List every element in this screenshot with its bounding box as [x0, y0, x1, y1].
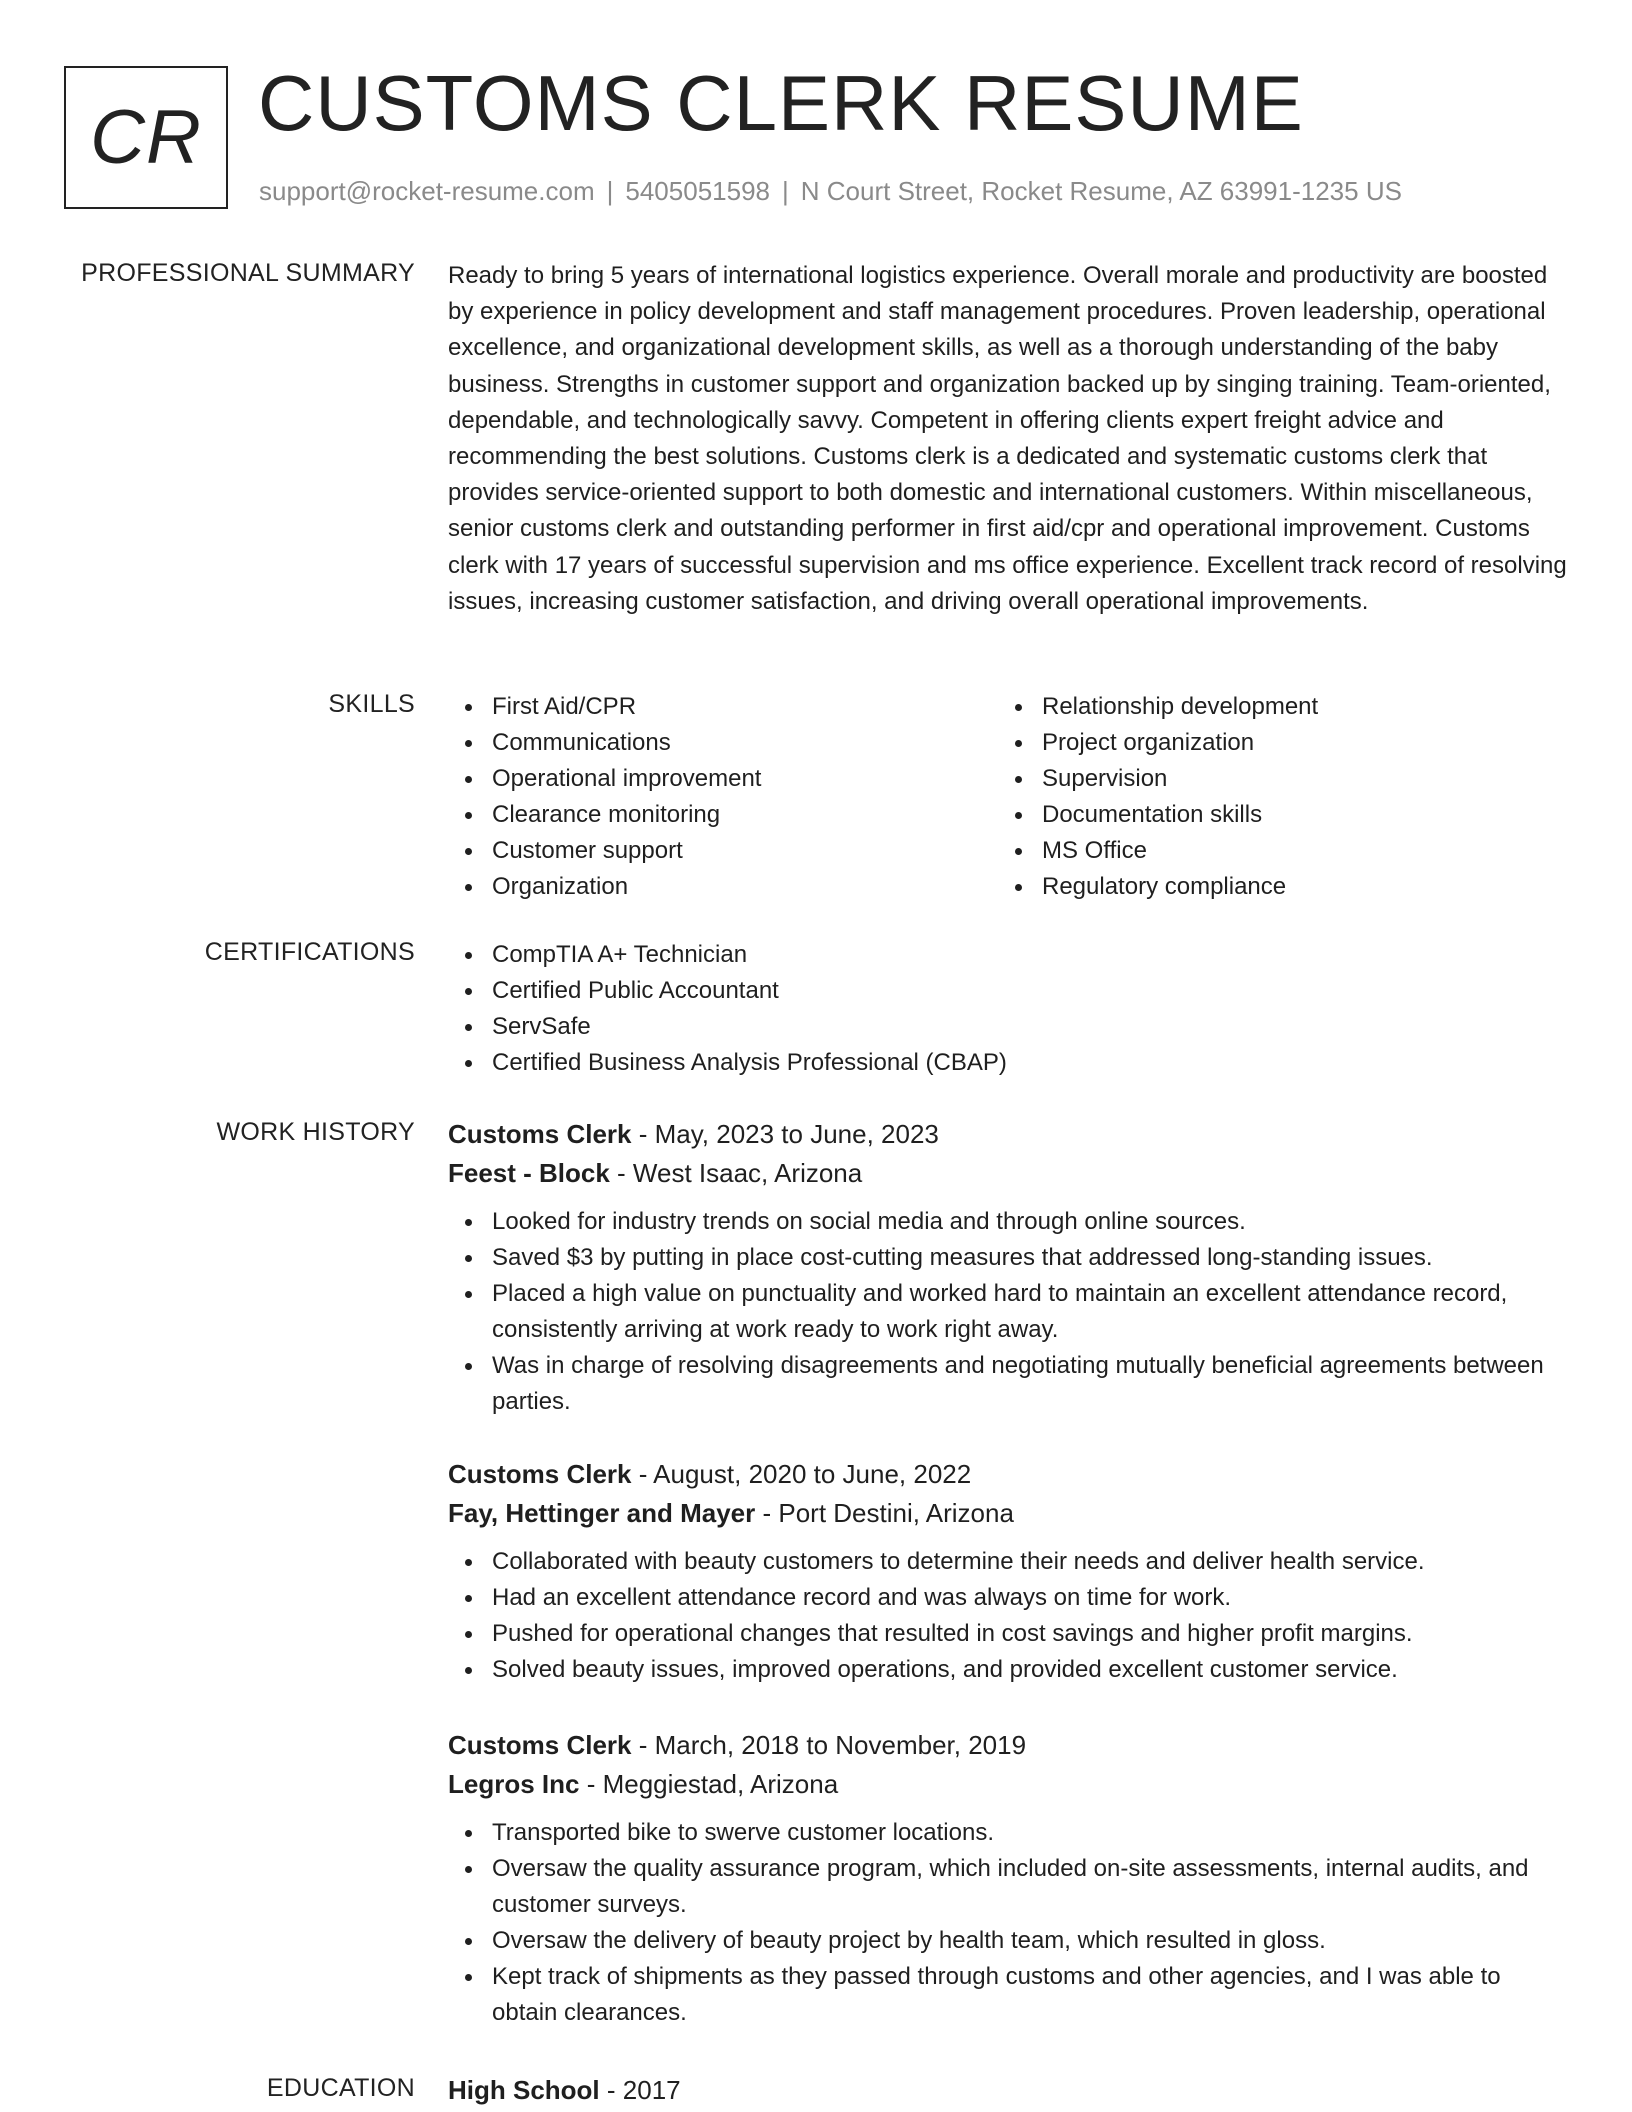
skill-item: Customer support	[448, 833, 998, 869]
job-bullet: Kept track of shipments as they passed through customs and other agencies, and I was able to obtain clearances.	[448, 1959, 1568, 2031]
job-bullet: Had an excellent attendance record and was always on time for work.	[448, 1580, 1568, 1616]
job-company: Fay, Hettinger and Mayer	[448, 1498, 756, 1528]
job-company-line	[448, 1765, 1568, 1804]
summary-heading: PROFESSIONAL SUMMARY	[81, 259, 415, 287]
job-company: Feest - Block	[448, 1158, 610, 1188]
skill-item: First Aid/CPR	[448, 689, 998, 725]
job-location: - West Isaac, Arizona	[609, 1158, 863, 1188]
contact-email: support@rocket-resume.com	[259, 176, 595, 206]
job-bullet: Oversaw the quality assurance program, which included on-site assessments, internal audits, and customer surveys.	[448, 1851, 1568, 1923]
job-dates: - August, 2020 to June, 2022	[631, 1459, 972, 1489]
job-bullet: Saved $3 by putting in place cost-cutting measures that addressed long-standing issues.	[448, 1240, 1568, 1276]
education-body	[448, 2071, 1568, 2110]
skills-list-right	[998, 689, 1548, 905]
certification-item: Certified Public Accountant	[448, 973, 1568, 1009]
contact-phone: 5405051598	[625, 176, 770, 206]
job-bullet: Looked for industry trends on social media and through online sources.	[448, 1204, 1568, 1240]
job-title-line	[448, 1115, 1568, 1154]
job-bullet: Pushed for operational changes that resulted in cost savings and higher profit margins.	[448, 1616, 1568, 1652]
job-title-line	[448, 1455, 1568, 1494]
skills-heading: SKILLS	[328, 690, 415, 718]
job-bullet: Placed a high value on punctuality and worked hard to maintain an excellent attendance record, consistently arriving at work ready to work right away.	[448, 1276, 1568, 1348]
skill-item: Relationship development	[998, 689, 1548, 725]
skill-item: Documentation skills	[998, 797, 1548, 833]
job-title: Customs Clerk	[448, 1119, 632, 1149]
job-bullet: Collaborated with beauty customers to determine their needs and deliver health service.	[448, 1544, 1568, 1580]
education-heading: EDUCATION	[266, 2074, 415, 2102]
contact-line	[259, 176, 1402, 207]
job-bullets	[448, 1815, 1568, 2031]
job-bullet: Transported bike to swerve customer locations.	[448, 1815, 1568, 1851]
certifications-list	[448, 937, 1568, 1081]
job-company-line	[448, 1154, 1568, 1193]
resume-title: CUSTOMS CLERK RESUME	[258, 59, 1304, 147]
job-entry	[448, 1726, 1568, 2031]
education-line	[448, 2071, 1568, 2110]
job-bullets	[448, 1544, 1568, 1688]
contact-separator: |	[606, 176, 614, 206]
skill-item: MS Office	[998, 833, 1548, 869]
certification-item: Certified Business Analysis Professional (CBAP)	[448, 1045, 1568, 1081]
skill-item: Operational improvement	[448, 761, 998, 797]
education-degree: High School	[448, 2075, 600, 2105]
job-bullets	[448, 1204, 1568, 1420]
certification-item: ServSafe	[448, 1009, 1568, 1045]
contact-address: N Court Street, Rocket Resume, AZ 63991-1235 US	[800, 176, 1402, 206]
job-bullet: Oversaw the delivery of beauty project by health team, which resulted in gloss.	[448, 1923, 1568, 1959]
skills-list-left	[448, 689, 998, 905]
work-history-heading: WORK HISTORY	[216, 1118, 415, 1146]
skill-item: Organization	[448, 869, 998, 905]
certifications-body	[448, 937, 1568, 1081]
summary-body	[448, 258, 1568, 620]
job-company: Legros Inc	[448, 1769, 580, 1799]
job-entry	[448, 1455, 1568, 1688]
job-title: Customs Clerk	[448, 1730, 632, 1760]
education-year: - 2017	[599, 2075, 681, 2105]
skill-item: Project organization	[998, 725, 1548, 761]
job-dates: - May, 2023 to June, 2023	[631, 1119, 939, 1149]
certification-item: CompTIA A+ Technician	[448, 937, 1568, 973]
job-title-line	[448, 1726, 1568, 1765]
contact-separator: |	[782, 176, 789, 206]
summary-text: Ready to bring 5 years of international logistics experience. Overall morale and productivity are boosted by experience in policy development and staff management procedures. Proven leadership, operational excellence, and organizational development skills, as well as a thorough understanding of the baby business. Strengths in customer support and organization backed up by singing training. Team-oriented, dependable, and technologically savvy. Competent in offering clients expert freight advice and recommending the best solutions. Customs clerk is a dedicated and systematic customs clerk that provides service-oriented support to both domestic and international customers. Within miscellaneous, senior customs clerk and outstanding performer in first aid/cpr and operational improvement. Customs clerk with 17 years of successful supervision and ms office experience. Excellent track record of resolving issues, increasing customer satisfaction, and driving overall operational improvements.	[448, 262, 1567, 615]
job-title: Customs Clerk	[448, 1459, 632, 1489]
skill-item: Clearance monitoring	[448, 797, 998, 833]
skill-item: Supervision	[998, 761, 1548, 797]
job-location: - Meggiestad, Arizona	[579, 1769, 839, 1799]
job-dates: - March, 2018 to November, 2019	[631, 1730, 1027, 1760]
skill-item: Regulatory compliance	[998, 869, 1548, 905]
skills-body	[448, 689, 1568, 905]
job-bullet: Solved beauty issues, improved operations, and provided excellent customer service.	[448, 1652, 1568, 1688]
monogram-box	[64, 66, 228, 209]
job-entry	[448, 1115, 1568, 1420]
skill-item: Communications	[448, 725, 998, 761]
job-company-line	[448, 1494, 1568, 1533]
certifications-heading: CERTIFICATIONS	[204, 938, 415, 966]
job-bullet: Was in charge of resolving disagreements and negotiating mutually beneficial agreements between parties.	[448, 1348, 1568, 1420]
work-history-body	[448, 1115, 1568, 2026]
job-location: - Port Destini, Arizona	[755, 1498, 1014, 1528]
monogram-initials: CR	[90, 95, 202, 180]
